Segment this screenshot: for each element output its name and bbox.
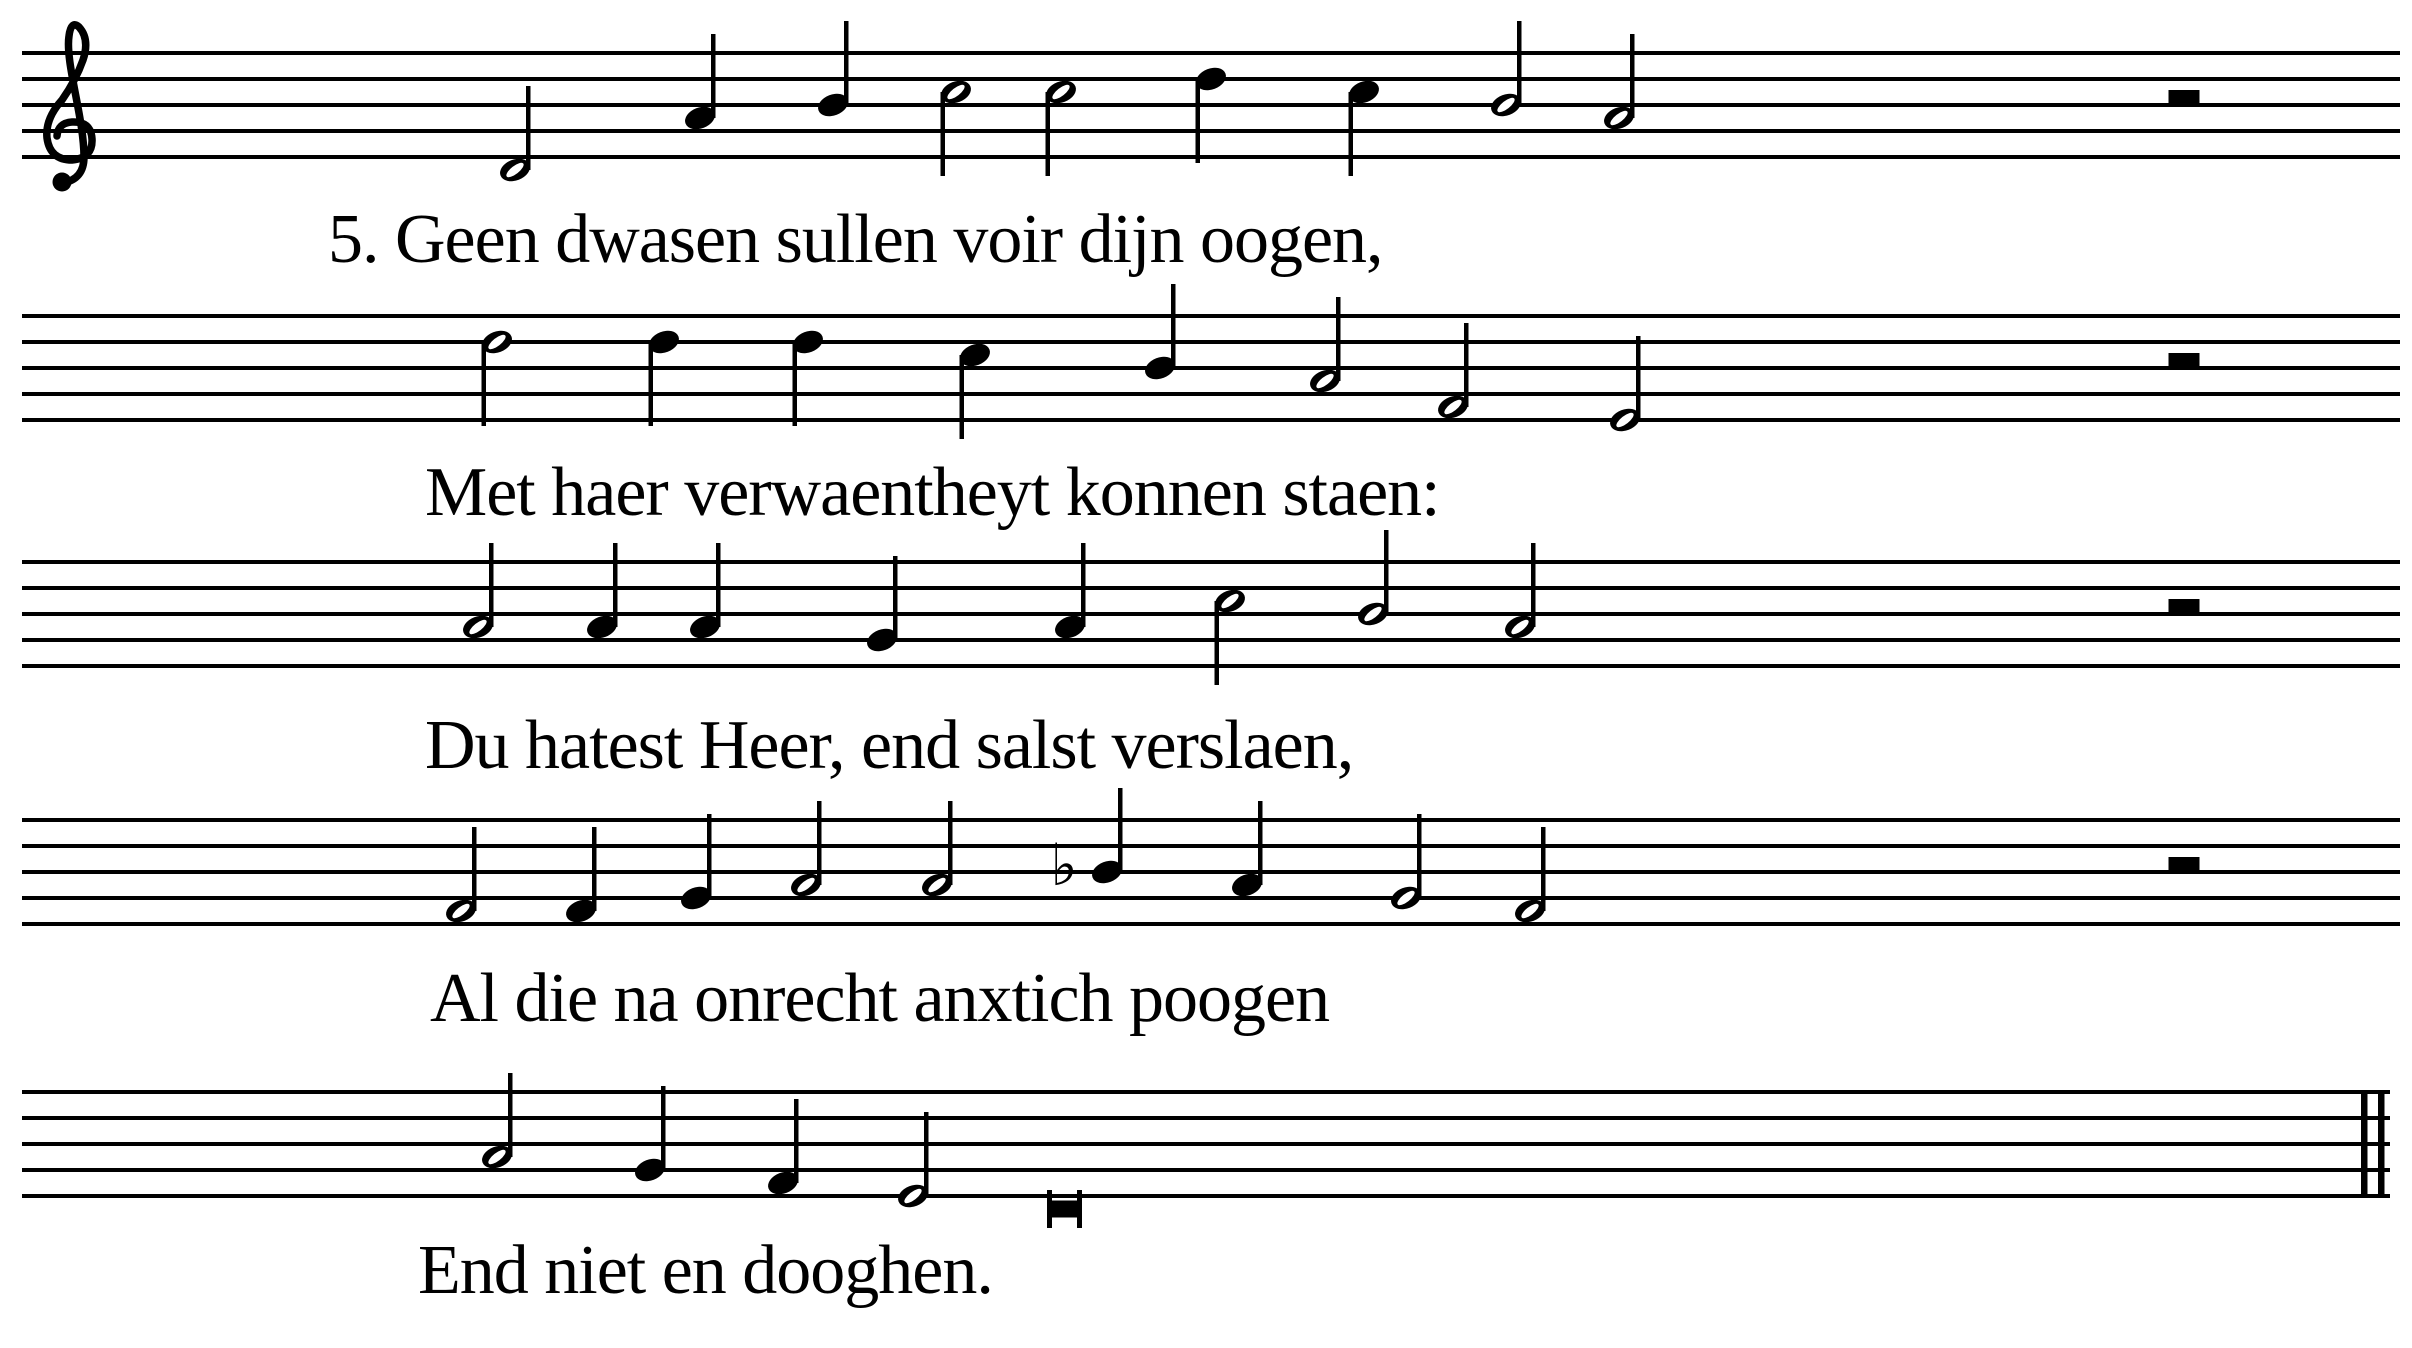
note-stem <box>1464 323 1469 407</box>
note-stem <box>613 543 618 627</box>
treble-clef-icon <box>47 25 92 192</box>
note-B4-half <box>1488 21 1524 120</box>
note-A4-quarter <box>1052 543 1088 642</box>
staff-line <box>22 340 2400 344</box>
note-A4-quarter <box>687 543 723 642</box>
note-C5-half <box>1043 77 1079 176</box>
note-D5-half <box>479 327 515 426</box>
note-stem <box>1196 79 1201 163</box>
note-F4-half <box>443 827 479 926</box>
note-stem <box>508 1073 513 1157</box>
note-stem <box>1215 601 1220 685</box>
note-E4-half <box>895 1112 931 1211</box>
final-barline <box>2361 1090 2368 1198</box>
note-stem <box>948 801 953 885</box>
staff-line <box>22 612 2400 616</box>
staff-line <box>22 922 2400 926</box>
note-A4-quarter <box>584 543 620 642</box>
note-A4-half <box>919 801 955 900</box>
note-A4-quarter <box>682 34 718 133</box>
note-C5-half <box>1212 586 1248 685</box>
note-A4-quarter <box>1229 801 1265 900</box>
staff-line <box>22 818 2400 822</box>
note-A4-half <box>479 1073 515 1172</box>
staff-line <box>22 1142 2390 1146</box>
note-stem <box>794 1099 799 1183</box>
note-stem <box>793 342 798 426</box>
note-stem <box>941 92 946 176</box>
half-rest <box>2169 857 2200 870</box>
staff-line <box>22 129 2400 133</box>
note-stem <box>1081 543 1086 627</box>
note-stem <box>472 827 477 911</box>
note-D5-quarter <box>790 327 826 426</box>
note-stem <box>489 543 494 627</box>
note-F4-half <box>1512 827 1548 926</box>
note-stem <box>1118 788 1123 872</box>
flat-icon: ♭ <box>1050 831 1078 899</box>
note-B4-quarter <box>815 21 851 120</box>
note-stem <box>707 814 712 898</box>
note-A4-half <box>1307 297 1343 396</box>
note-stem <box>1417 814 1422 898</box>
note-stem <box>592 827 597 911</box>
note-C5-half <box>938 77 974 176</box>
note-stem <box>893 556 898 640</box>
note-F4-quarter <box>563 827 599 926</box>
note-stem <box>1336 297 1341 381</box>
note-stem <box>649 342 654 426</box>
staff-line <box>22 51 2400 55</box>
note-D5-quarter <box>646 327 682 426</box>
staff-line <box>22 1090 2390 1094</box>
half-rest <box>2169 599 2200 612</box>
staff-line <box>22 155 2400 159</box>
note-stem <box>1636 336 1641 420</box>
lyric-line-4: Al die na onrecht anxtich poogen <box>430 960 1330 1037</box>
system-4 <box>22 788 2400 926</box>
note-stem <box>1046 92 1051 176</box>
note-Bb4-quarter <box>1050 788 1125 899</box>
note-stem <box>661 1086 666 1170</box>
staff-line <box>22 896 2400 900</box>
note-A4-half <box>1601 34 1637 133</box>
staff-line <box>22 418 2400 422</box>
lyric-line-5: End niet en dooghen. <box>418 1232 993 1309</box>
note-A4-half <box>788 801 824 900</box>
half-rest <box>2169 353 2200 366</box>
note-A4-half <box>1502 543 1538 642</box>
note-stem <box>482 342 487 426</box>
staff-line <box>22 560 2400 564</box>
system-5 <box>22 1073 2390 1228</box>
staff-line <box>22 638 2400 642</box>
note-stem <box>716 543 721 627</box>
staff-line <box>22 392 2400 396</box>
staff-line <box>22 586 2400 590</box>
note-B4-quarter <box>1142 284 1178 383</box>
note-E4-half <box>1607 336 1643 435</box>
lyric-line-1: 5. Geen dwasen sullen voir dijn oogen, <box>328 201 1383 278</box>
note-C5-quarter <box>1346 77 1382 176</box>
system-1 <box>22 21 2400 192</box>
staff-line <box>22 1168 2390 1172</box>
staff-line <box>22 1194 2390 1198</box>
note-stem <box>1630 34 1635 118</box>
note-G4-quarter <box>678 814 714 913</box>
note-stem <box>526 86 531 170</box>
note-stem <box>960 355 965 439</box>
lyric-line-2: Met haer verwaentheyt konnen staen: <box>425 454 1440 531</box>
note-B4-half <box>1355 530 1391 629</box>
note-stem <box>1517 21 1522 105</box>
note-stem <box>1349 92 1354 176</box>
staff-line <box>22 870 2400 874</box>
note-stem <box>817 801 822 885</box>
note-C5-quarter <box>957 340 993 439</box>
staff-line <box>22 664 2400 668</box>
lyric-line-3: Du hatest Heer, end salst verslaen, <box>425 707 1354 784</box>
note-stem <box>844 21 849 105</box>
note-A4-half <box>460 543 496 642</box>
note-stem <box>1384 530 1389 614</box>
system-3 <box>22 530 2400 685</box>
staff-line <box>22 1116 2390 1120</box>
note-stem <box>1531 543 1536 627</box>
staff-line <box>22 314 2400 318</box>
staff-line <box>22 844 2400 848</box>
staff-line <box>22 103 2400 107</box>
note-F4-quarter <box>765 1099 801 1198</box>
note-stem <box>711 34 716 118</box>
note-G4-half <box>1388 814 1424 913</box>
note-G4-quarter <box>864 556 900 655</box>
note-F4-half <box>1435 323 1471 422</box>
note-stem <box>1258 801 1263 885</box>
note-D5-quarter <box>1193 64 1229 163</box>
note-stem <box>1541 827 1546 911</box>
note-G4-quarter <box>632 1086 668 1185</box>
note-stem <box>1171 284 1176 368</box>
note-D4-half <box>497 86 533 185</box>
staff-line <box>22 366 2400 370</box>
system-2 <box>22 284 2400 439</box>
final-barline <box>2378 1090 2385 1198</box>
half-rest <box>2169 90 2200 103</box>
note-stem <box>924 1112 929 1196</box>
